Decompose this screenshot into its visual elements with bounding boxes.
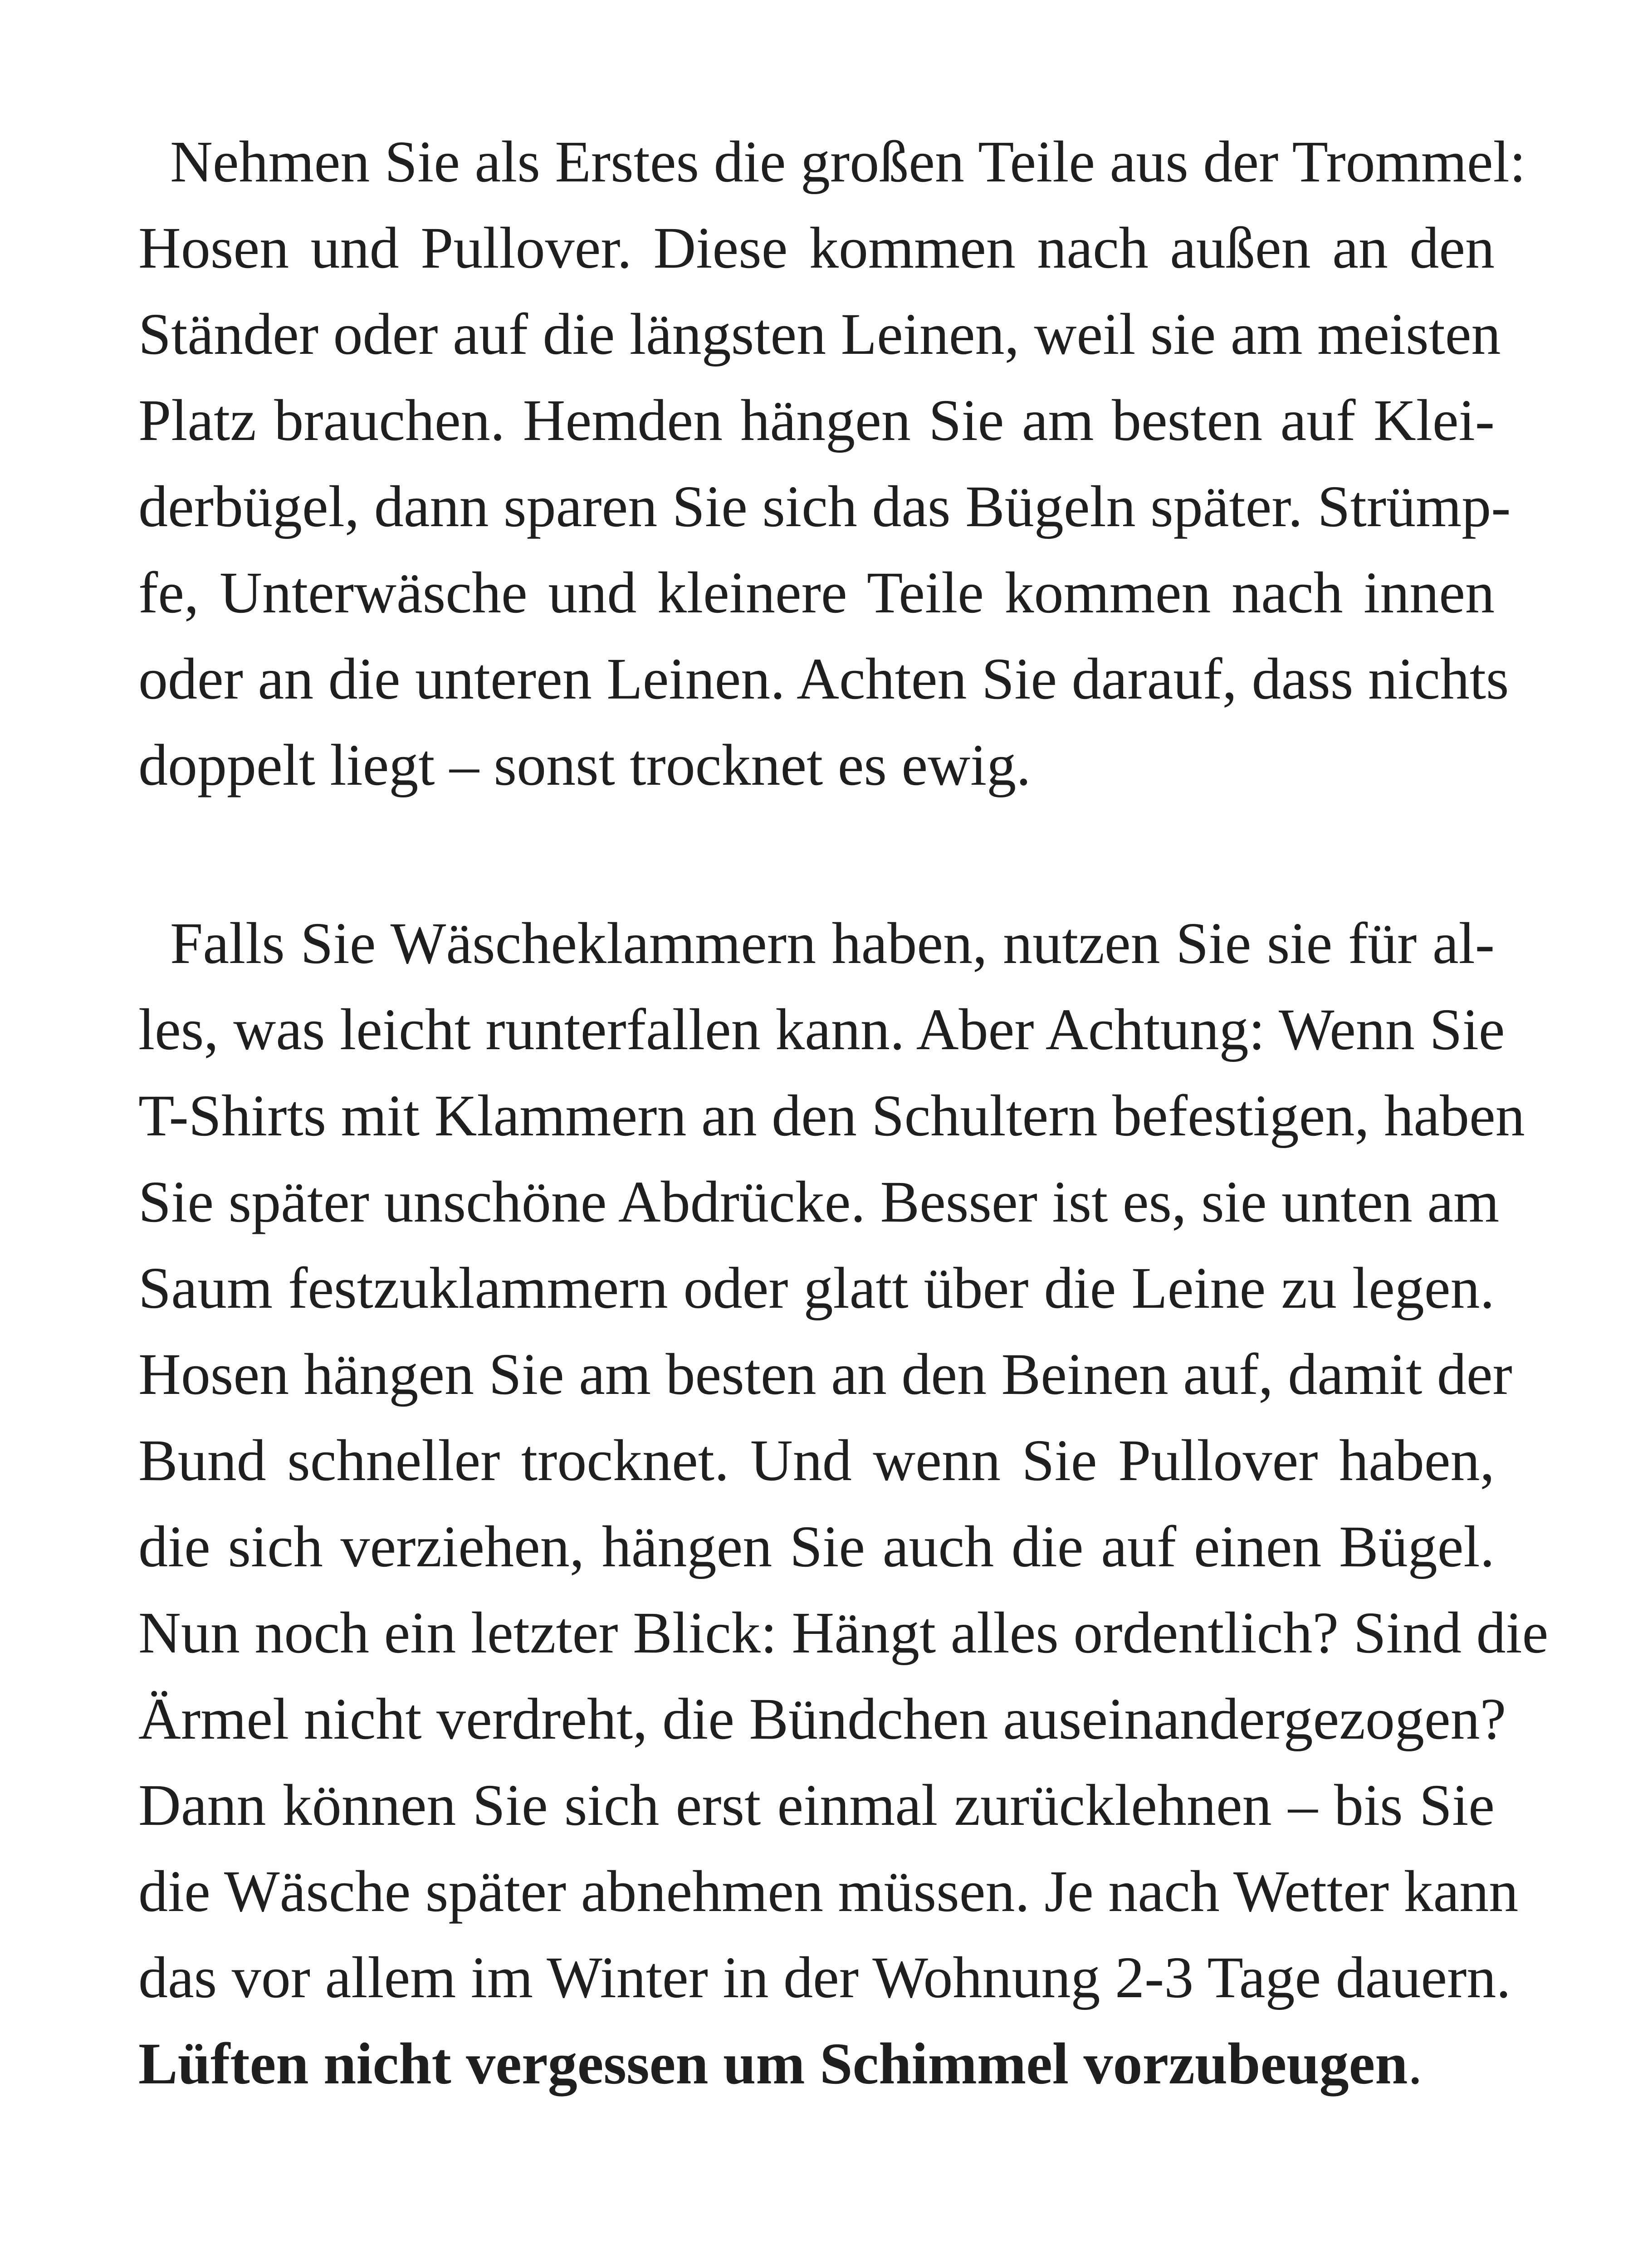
paragraph-1-line: Hosen und Pullover. Diese kommen nach außen an den [138,215,1495,281]
paragraph-2 [138,900,1549,2107]
paragraph-1-line: derbügel, dann sparen Sie sich das Bügeln später. Strümp- [138,474,1511,539]
paragraph-2-line: Nun noch ein letzter Blick: Hängt alles ordentlich? Sind die [138,1600,1549,1666]
paragraph-2-line: Saum festzuklammern oder glatt über die Leine zu legen. [138,1256,1495,1321]
paragraph-2-line: die sich verziehen, hängen Sie auch die auf einen Bügel. [138,1514,1495,1579]
paragraph-2-line: Sie später unschöne Abdrücke. Besser ist es, sie unten am [138,1169,1500,1235]
paragraph-1-line: oder an die unteren Leinen. Achten Sie darauf, dass nichts [138,646,1509,712]
paragraph-2-line: Ärmel nicht verdreht, die Bündchen auseinandergezogen? [138,1686,1506,1752]
paragraph-1-line: fe, Unterwäsche und kleinere Teile kommen nach innen [138,560,1495,626]
paragraph-2-line: T-Shirts mit Klammern an den Schultern befestigen, haben [138,1083,1525,1149]
paragraph-1 [138,119,1526,808]
paragraph-1-line: doppelt liegt – sonst trocknet es ewig. [138,733,1031,798]
closing-period: . [1408,2031,1423,2097]
paragraph-2-line: Bund schneller trocknet. Und wenn Sie Pullover haben, [138,1428,1495,1493]
paragraph-2-line: die Wäsche später abnehmen müssen. Je nach Wetter kann [138,1859,1519,1924]
paragraph-2-line: das vor allem im Winter in der Wohnung 2-3 Tage dauern. [138,1945,1511,2010]
paragraph-2-line: Hosen hängen Sie am besten an den Beinen auf, damit der [138,1342,1512,1407]
paragraph-2-closing-line [138,2021,1495,2107]
paragraph-2-line: les, was leicht runterfallen kann. Aber Achtung: Wenn Sie [138,997,1505,1062]
paragraph-1-line: Platz brauchen. Hemden hängen Sie am besten auf Klei- [138,388,1495,453]
paragraph-1-line: Ständer oder auf die längsten Leinen, weil sie am meisten [138,302,1501,367]
paragraph-1-line: Nehmen Sie als Erstes die großen Teile aus der Trommel: [170,129,1526,195]
paragraph-2-line: Falls Sie Wäscheklammern haben, nutzen Sie sie für al- [170,911,1495,976]
paragraph-2-line: Dann können Sie sich erst einmal zurücklehnen – bis Sie [138,1773,1495,1838]
bold-closing-sentence: Lüften nicht vergessen um Schimmel vorzubeugen [138,2031,1408,2097]
